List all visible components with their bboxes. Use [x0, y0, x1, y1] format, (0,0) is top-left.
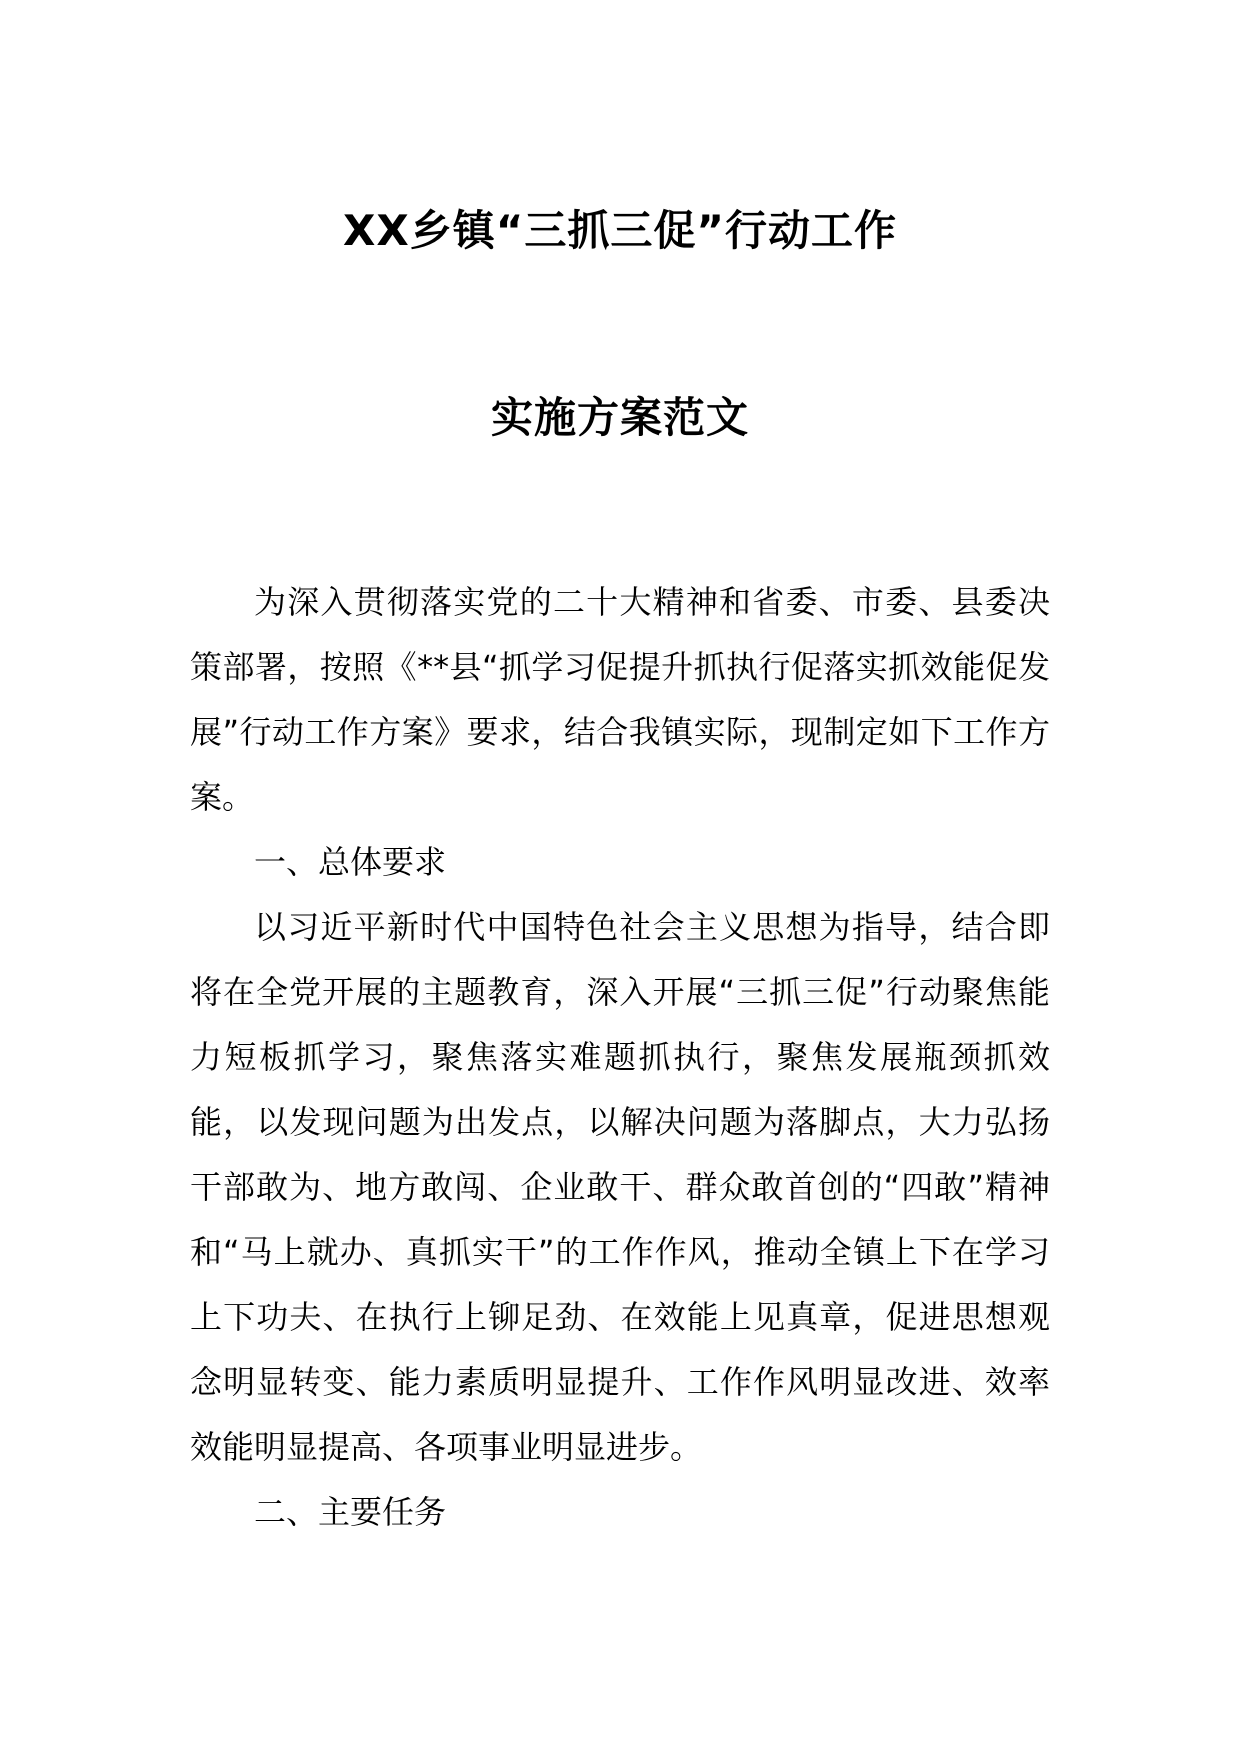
intro-paragraph: 为深入贯彻落实党的二十大精神和省委、市委、县委决策部署，按照《**县“抓学习促提升抓执行促落实抓效能促发展”行动工作方案》要求，结合我镇实际，现制定如下工作方案。 — [190, 583, 1050, 816]
document-title-line-1: XX乡镇“三抓三促”行动工作 — [343, 206, 897, 255]
section-heading-overall-requirements: 一、总体要求 — [254, 843, 447, 881]
document-body — [190, 570, 1050, 1545]
overall-requirements-paragraph: 以习近平新时代中国特色社会主义思想为指导，结合即将在全党开展的主题教育，深入开展“三抓三促”行动聚焦能力短板抓学习，聚焦落实难题抓执行，聚焦发展瓶颈抓效能，以发现问题为出发点，以解决问题为落脚点，大力弘扬干部敢为、地方敢闯、企业敢干、群众敢首创的“四敢”精神和“马上就办、真抓实干”的工作作风，推动全镇上下在学习上下功夫、在执行上铆足劲、在效能上见真章，促进思想观念明显转变、能力素质明显提升、工作作风明显改进、效率效能明显提高、各项事业明显进步。 — [190, 908, 1050, 1466]
document-title-line-2: 实施方案范文 — [490, 393, 749, 442]
section-heading-main-tasks: 二、主要任务 — [254, 1493, 447, 1531]
